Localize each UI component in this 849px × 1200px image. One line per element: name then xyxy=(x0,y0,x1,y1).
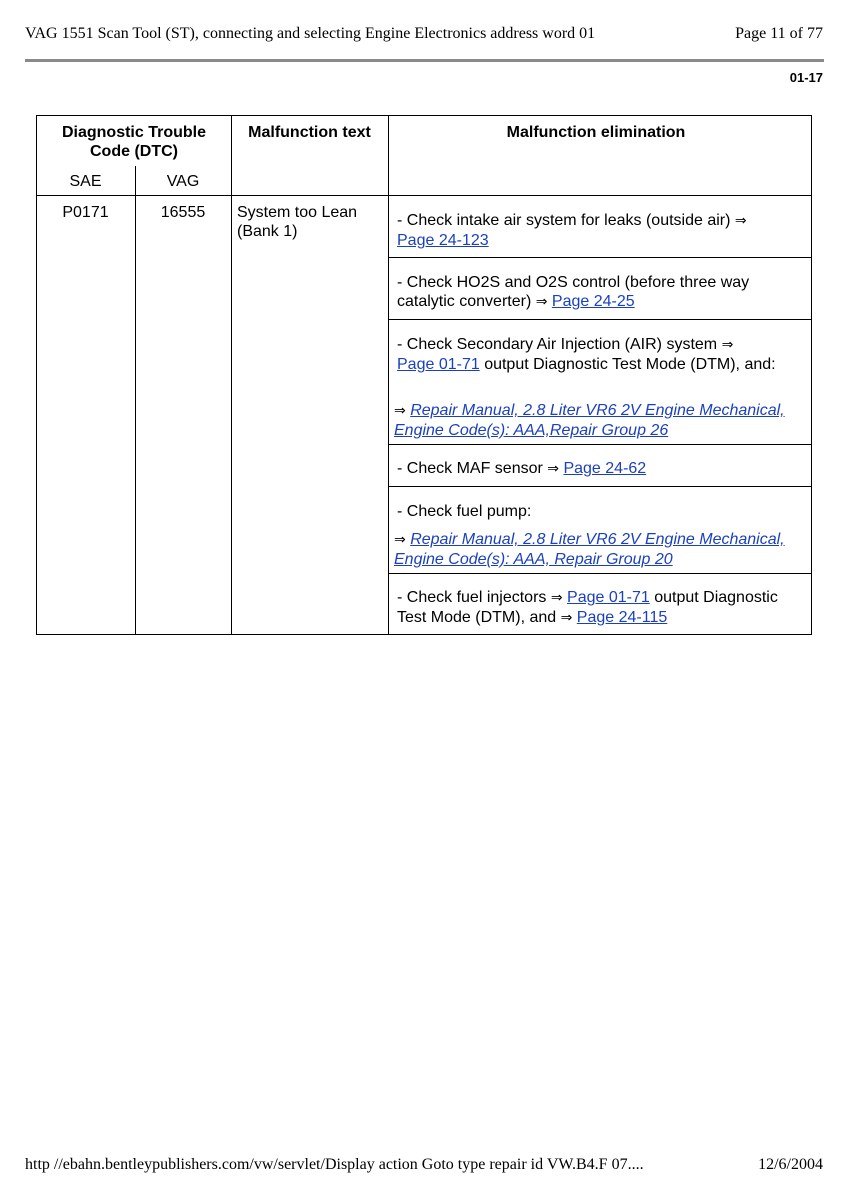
row-divider xyxy=(388,319,812,320)
arrow-icon: ⇒ xyxy=(734,213,747,229)
document-title: VAG 1551 Scan Tool (ST), connecting and selecting Engine Electronics address word 01 xyxy=(25,25,596,42)
step-text: - Check intake air system for leaks (outside air) xyxy=(397,212,731,229)
step-text: - Check MAF sensor xyxy=(397,460,543,477)
table-border-top xyxy=(36,115,812,116)
vag-code: 16555 xyxy=(160,204,206,221)
elimination-fuel-injectors xyxy=(397,588,807,628)
col-divider-text xyxy=(231,115,232,635)
table-border-bottom xyxy=(36,634,812,635)
header-row-divider xyxy=(36,195,812,196)
elimination-ho2s xyxy=(397,273,807,312)
row-divider xyxy=(388,257,812,258)
header-malfunction-text: Malfunction text xyxy=(248,124,371,141)
arrow-icon: ⇒ xyxy=(560,610,573,626)
link-repair-manual-20[interactable]: Repair Manual, 2.8 Liter VR6 2V Engine Mechanical, Engine Code(s): AAA, Repair Group 20 xyxy=(394,531,785,568)
elimination-fuel-pump xyxy=(397,502,807,521)
row-divider xyxy=(388,444,812,445)
header-dtc: Diagnostic Trouble Code (DTC) xyxy=(61,124,206,160)
arrow-icon: ⇒ xyxy=(535,294,548,310)
row-divider xyxy=(388,486,812,487)
arrow-icon: ⇒ xyxy=(394,403,406,419)
elimination-air-system xyxy=(397,335,807,374)
table-border-left xyxy=(36,115,37,635)
footer-url: http //ebahn.bentleypublishers.com/vw/servlet/Display action Goto type repair id VW.B4.F 07.... xyxy=(25,1156,644,1173)
arrow-icon: ⇒ xyxy=(550,590,563,606)
link-page-01-71[interactable]: Page 01-71 xyxy=(567,589,650,606)
elimination-intake-air xyxy=(397,211,807,250)
elimination-maf xyxy=(397,459,807,479)
step-text: - Check fuel pump: xyxy=(397,503,532,520)
table-border-right xyxy=(811,115,812,635)
section-code: 01-17 xyxy=(789,70,823,85)
link-page-24-115[interactable]: Page 24-115 xyxy=(576,609,668,626)
arrow-icon: ⇒ xyxy=(394,532,406,548)
link-page-24-62[interactable]: Page 24-62 xyxy=(563,460,647,477)
footer-date: 12/6/2004 xyxy=(758,1156,823,1173)
link-page-01-71[interactable]: Page 01-71 xyxy=(397,356,480,373)
row-divider xyxy=(388,573,812,574)
repair-manual-group-26 xyxy=(394,401,808,440)
page-number: Page 11 of 77 xyxy=(735,25,823,42)
step-text-cont: output Diagnostic Test Mode (DTM), and: xyxy=(484,356,776,373)
step-text: - Check HO2S and O2S control (before three way catalytic converter) xyxy=(397,274,750,310)
col-divider-elim xyxy=(388,115,389,635)
repair-manual-group-20 xyxy=(394,530,808,569)
arrow-icon: ⇒ xyxy=(547,461,559,477)
step-text: - Check fuel injectors xyxy=(397,589,547,606)
step-text-cont: output Diagnostic Test Mode (DTM), and xyxy=(397,589,778,626)
header-divider xyxy=(25,59,824,62)
header-sae: SAE xyxy=(69,173,102,190)
malfunction-text: System too Lean (Bank 1) xyxy=(237,204,358,240)
header-vag: VAG xyxy=(166,173,200,190)
arrow-icon: ⇒ xyxy=(721,337,734,353)
link-page-24-123[interactable]: Page 24-123 xyxy=(397,232,489,249)
step-text: - Check Secondary Air Injection (AIR) system xyxy=(397,336,718,353)
header-malfunction-elimination: Malfunction elimination xyxy=(506,124,686,141)
col-divider-sae-vag xyxy=(135,166,136,635)
link-repair-manual-26[interactable]: Repair Manual, 2.8 Liter VR6 2V Engine Mechanical, Engine Code(s): AAA,Repair Group 26 xyxy=(394,402,785,439)
link-page-24-25[interactable]: Page 24-25 xyxy=(551,293,635,310)
sae-code: P0171 xyxy=(62,204,109,221)
